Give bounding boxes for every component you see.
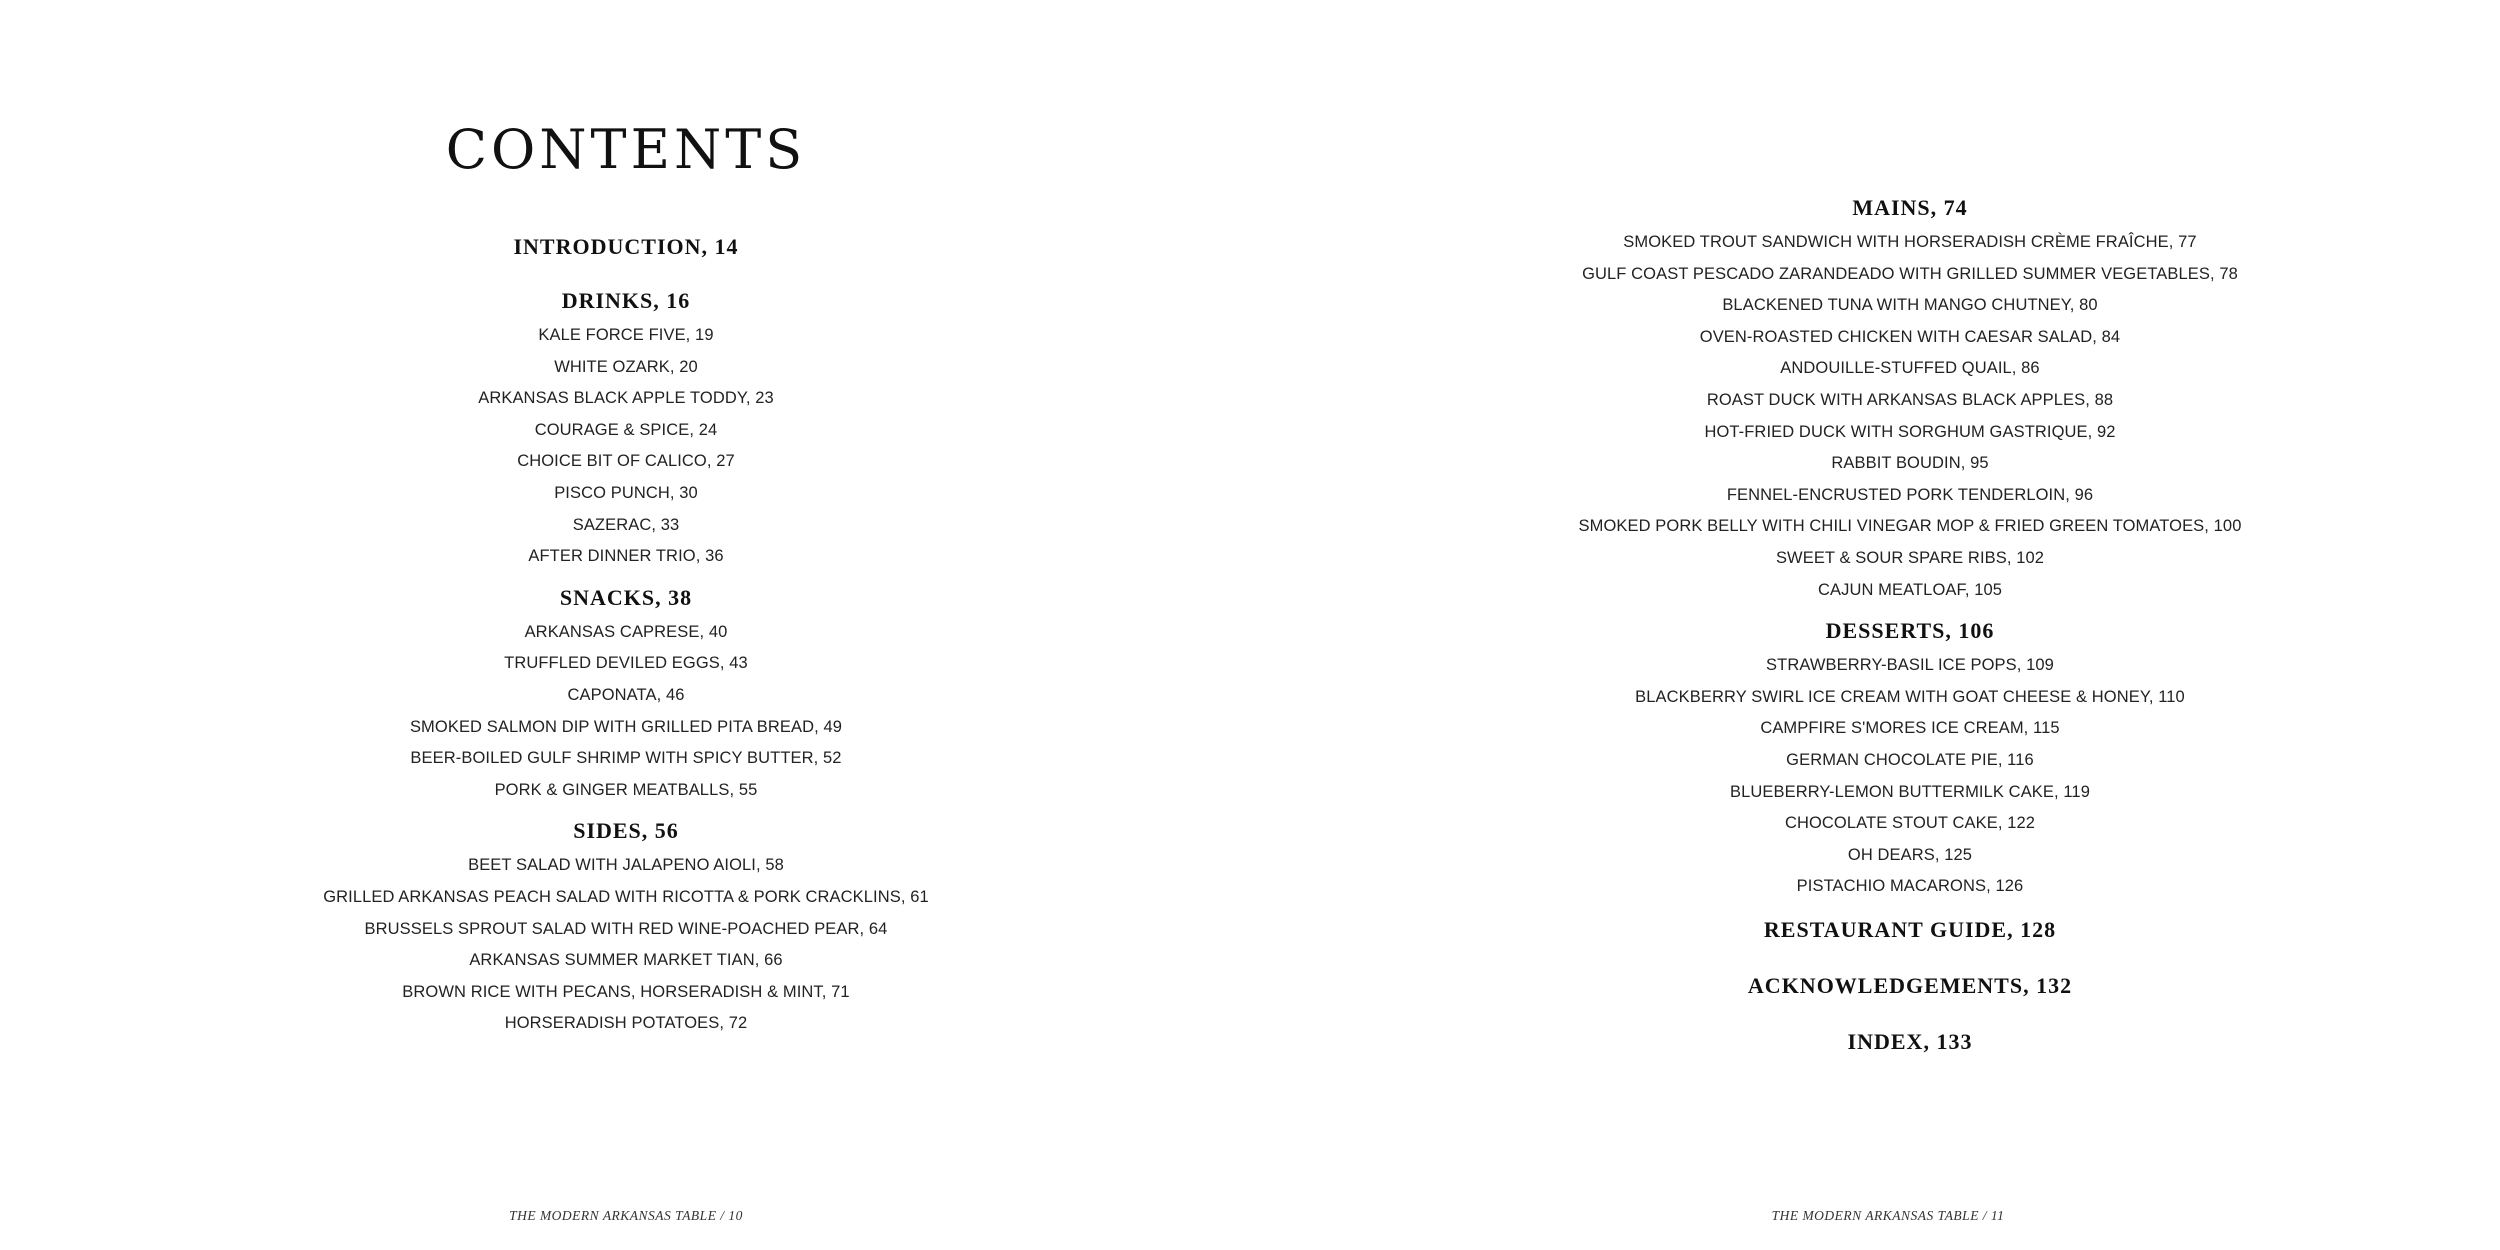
toc-section-heading: SNACKS, 38: [559, 584, 693, 610]
left-contents-column: [323, 118, 929, 1040]
toc-entry: SMOKED SALMON DIP WITH GRILLED PITA BREAD, 49: [409, 717, 843, 736]
toc-entry: SMOKED TROUT SANDWICH WITH HORSERADISH CRÈME FRAÎCHE, 77: [1623, 233, 2197, 251]
toc-entry: BEER-BOILED GULF SHRIMP WITH SPICY BUTTER, 52: [410, 749, 842, 768]
toc-entry: BLACKBERRY SWIRL ICE CREAM WITH GOAT CHEESE & HONEY, 110: [1635, 687, 2185, 706]
toc-entry: KALE FORCE FIVE, 19: [538, 326, 714, 344]
page-title: CONTENTS: [445, 118, 807, 181]
toc-section: [1848, 1015, 1973, 1071]
toc-section-heading: SIDES, 56: [573, 818, 679, 844]
toc-entry: ANDOUILLE-STUFFED QUAIL, 86: [1780, 359, 2040, 378]
toc-entry: PISTACHIO MACARONS, 126: [1796, 877, 2024, 896]
toc-entry: HORSERADISH POTATOES, 72: [504, 1014, 748, 1033]
toc-section: [1748, 959, 2072, 1015]
toc-entry: HOT-FRIED DUCK WITH SORGHUM GASTRIQUE, 92: [1704, 422, 2116, 441]
toc-entry: ARKANSAS CAPRESE, 40: [524, 622, 728, 641]
toc-entry: SMOKED PORK BELLY WITH CHILI VINEGAR MOP & FRIED GREEN TOMATOES, 100: [1578, 517, 2242, 536]
toc-entry: CHOICE BIT OF CALICO, 27: [517, 452, 735, 471]
toc-entry: RABBIT BOUDIN, 95: [1831, 454, 1989, 473]
toc-entry: BRUSSELS SPROUT SALAD WITH RED WINE-POACHED PEAR, 64: [364, 919, 888, 938]
toc-entry: OVEN-ROASTED CHICKEN WITH CAESAR SALAD, 84: [1699, 327, 2121, 346]
toc-entry: CAPONATA, 46: [567, 685, 685, 704]
toc-section: [478, 276, 774, 573]
toc-section: [410, 573, 842, 807]
toc-entry: CAMPFIRE S'MORES ICE CREAM, 115: [1760, 719, 2060, 738]
toc-entry: GERMAN CHOCOLATE PIE, 116: [1786, 750, 2034, 769]
toc-section: [1579, 183, 2242, 606]
toc-entry: CAJUN MEATLOAF, 105: [1817, 580, 2003, 599]
right-section-list: [1579, 183, 2242, 1071]
toc-entry: PISCO PUNCH, 30: [554, 483, 698, 502]
toc-entry: SWEET & SOUR SPARE RIBS, 102: [1775, 548, 2045, 567]
toc-section-heading: MAINS, 74: [1852, 195, 1968, 220]
toc-entry: BROWN RICE WITH PECANS, HORSERADISH & MINT, 71: [402, 982, 850, 1001]
toc-entry: FENNEL-ENCRUSTED PORK TENDERLOIN, 96: [1726, 485, 2094, 504]
toc-section-heading: DRINKS, 16: [561, 288, 691, 313]
toc-section: [323, 806, 929, 1040]
toc-entry: TRUFFLED DEVILED EGGS, 43: [504, 654, 748, 673]
toc-entry: AFTER DINNER TRIO, 36: [528, 547, 724, 566]
left-section-list: [323, 220, 929, 1040]
toc-entry: OH DEARS, 125: [1847, 845, 1973, 864]
toc-entry: PORK & GINGER MEATBALLS, 55: [494, 780, 758, 799]
toc-section-heading: DESSERTS, 106: [1825, 618, 1995, 644]
toc-section-heading: RESTAURANT GUIDE, 128: [1763, 916, 2057, 942]
toc-section-heading: INDEX, 133: [1847, 1028, 1973, 1054]
toc-section: [1635, 606, 2185, 903]
toc-entry: WHITE OZARK, 20: [554, 357, 698, 376]
toc-entry: SAZERAC, 33: [572, 515, 680, 534]
toc-entry: STRAWBERRY-BASIL ICE POPS, 109: [1766, 656, 2054, 675]
toc-entry: ROAST DUCK WITH ARKANSAS BLACK APPLES, 88: [1706, 390, 2114, 409]
toc-entry: ARKANSAS BLACK APPLE TODDY, 23: [478, 389, 774, 408]
right-page-footer: THE MODERN ARKANSAS TABLE / 11: [1771, 1208, 2005, 1223]
toc-entry: CHOCOLATE STOUT CAKE, 122: [1784, 814, 2036, 833]
toc-entry: BLUEBERRY-LEMON BUTTERMILK CAKE, 119: [1729, 782, 2090, 801]
toc-entry: ARKANSAS SUMMER MARKET TIAN, 66: [469, 951, 783, 970]
toc-entry: BLACKENED TUNA WITH MANGO CHUTNEY, 80: [1722, 296, 2098, 315]
toc-section: [1764, 903, 2056, 959]
toc-entry: GULF COAST PESCADO ZARANDEADO WITH GRILLED SUMMER VEGETABLES, 78: [1582, 264, 2238, 283]
toc-entry: BEET SALAD WITH JALAPENO AIOLI, 58: [468, 856, 784, 875]
right-contents-column: [1570, 183, 2250, 1071]
toc-entry: COURAGE & SPICE, 24: [534, 420, 718, 439]
toc-section: [513, 220, 738, 276]
toc-section-heading: ACKNOWLEDGEMENTS, 132: [1747, 972, 2073, 998]
toc-section-heading: INTRODUCTION, 14: [513, 234, 739, 259]
left-page-footer: THE MODERN ARKANSAS TABLE / 10: [509, 1208, 743, 1223]
toc-entry: GRILLED ARKANSAS PEACH SALAD WITH RICOTTA & PORK CRACKLINS, 61: [323, 887, 929, 906]
